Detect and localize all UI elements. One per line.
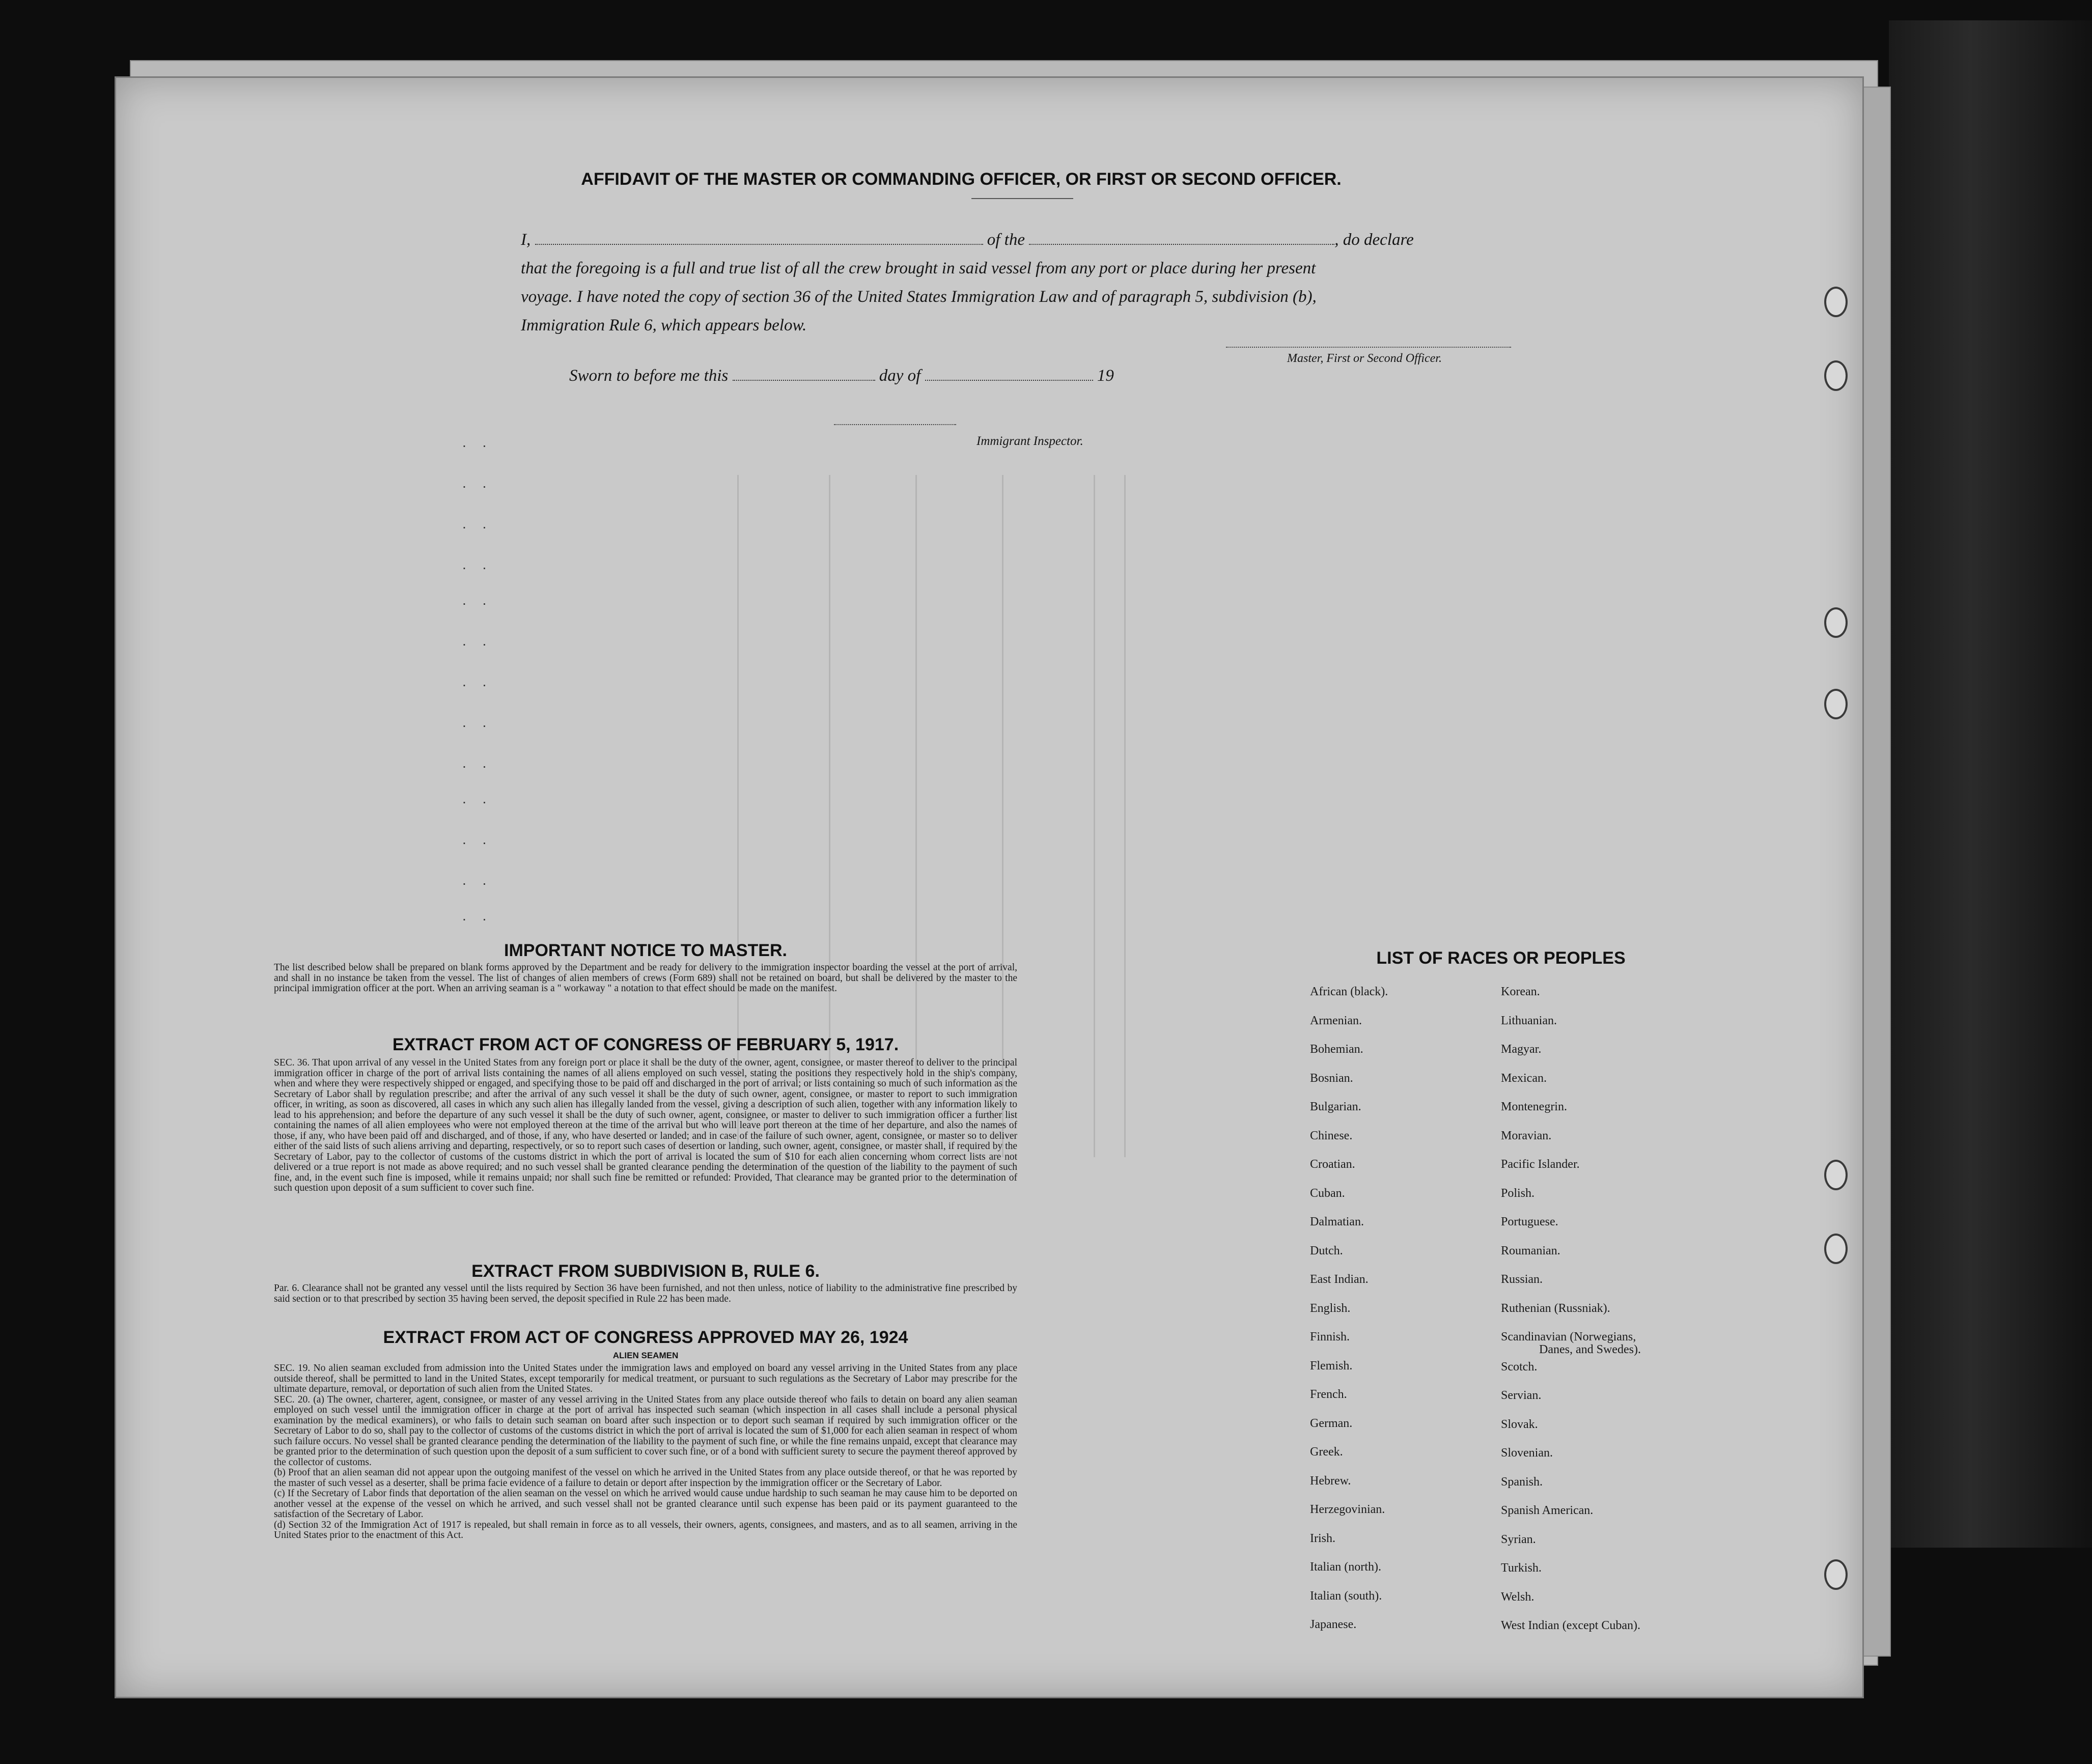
punch-hole [1824,360,1848,391]
race-item: Armenian. [1310,1014,1362,1027]
master-signature-label: Master, First or Second Officer. [1287,352,1442,365]
affidavit-line-4: Immigration Rule 6, which appears below. [521,316,807,334]
affidavit-line-3: voyage. I have noted the copy of section 36 of the United States Immigration Law and of paragraph 5, subdivision (b), [521,288,1317,306]
notice-body: The list described below shall be prepared on blank forms approved by the Department and be ready for delivery to the immigration inspector boarding the vessel at the port of arrival, and shall in no instance be taken from the vessel. The list of changes of alien members of crews (Form 689) shall not be retained on board, but shall be delivered by the master to the principal immigration officer at the port. When an arriving seaman is a " workaway " a notation to that effect should be made on the manifest. [274,962,1017,994]
race-item: Flemish. [1310,1359,1353,1373]
race-item: Polish. [1501,1186,1535,1200]
punch-hole [1824,1234,1848,1264]
race-item: Lithuanian. [1501,1014,1557,1027]
inspector-signature-label: Immigrant Inspector. [977,434,1083,448]
punch-hole [1824,1559,1848,1590]
sec-19: SEC. 19. No alien seaman excluded from admission into the United States under the immigration laws and employed on board any vessel arriving in the United States from any place outside thereof, shall be permitted to land in the United States, except temporarily for medical treatment, or pursuant to such regulations as the Secretary of Labor may prescribe for the ultimate departure, removal, or deportation of such alien from the United States. [274,1363,1017,1394]
dot-mark: . . [462,556,493,572]
race-item: African (black). [1310,985,1388,998]
sworn-day: day of [879,367,921,385]
race-item: Italian (north). [1310,1560,1381,1574]
affidavit-title: AFFIDAVIT OF THE MASTER OR COMMANDING OFFICER, OR FIRST OR SECOND OFFICER. [581,170,1342,189]
race-item: Bulgarian. [1310,1100,1361,1113]
race-item: Slovenian. [1501,1446,1553,1460]
race-item: Cuban. [1310,1186,1345,1200]
affidavit-of-the: of the [987,231,1025,249]
punch-hole [1824,287,1848,317]
race-item: Chinese. [1310,1129,1353,1142]
race-item: Spanish. [1501,1475,1543,1489]
sworn-year: 19 [1097,367,1114,385]
punch-hole [1824,689,1848,719]
dot-mark: . . [462,516,493,531]
race-item: Pacific Islander. [1501,1158,1580,1171]
dot-mark: . . [462,831,493,847]
race-item: Welsh. [1501,1590,1535,1604]
dot-mark: . . [462,908,493,923]
race-item: Russian. [1501,1273,1543,1286]
race-item: French. [1310,1388,1347,1401]
affidavit-line-2: that the foregoing is a full and true list of all the crew brought in said vessel from any port or place during her present [521,259,1316,277]
race-item: English. [1310,1301,1351,1315]
bleed-through-rule [1002,475,1003,1157]
affidavit-declare: , do declare [1334,231,1414,249]
race-item: Dalmatian. [1310,1215,1364,1228]
race-item: Scandinavian (Norwegians, [1501,1330,1636,1343]
race-item: Irish. [1310,1531,1335,1545]
punch-hole [1824,607,1848,638]
sworn-prefix: Sworn to before me this [569,367,729,385]
punch-hole [1824,1160,1848,1190]
affidavit-line-1 [521,226,1519,254]
race-item: Italian (south). [1310,1589,1382,1603]
race-item: Servian. [1501,1389,1542,1402]
race-item: West Indian (except Cuban). [1501,1619,1640,1632]
race-item: Montenegrin. [1501,1100,1567,1113]
race-item: Hebrew. [1310,1474,1351,1488]
race-item: Greek. [1310,1445,1343,1459]
race-item: Spanish American. [1501,1504,1594,1517]
race-item: German. [1310,1416,1353,1430]
manifest-page [115,76,1864,1698]
extract-1917-body: SEC. 36. That upon arrival of any vessel in the United States from any foreign port or place it shall be the duty of the owner, agent, consignee, or master thereof to deliver to the principal immigration officer in charge of the port of arrival lists containing the names of all aliens employed on such vessel, stating the positions they respectively hold in the ship's company, when and where they were respectively shipped or engaged, and specifying those to be paid off and discharged in the port of arrival; or lists containing so much of such information as the Secretary of Labor shall by regulation prescribe; and after the arrival of any such vessel it shall be the duty of such owner, agent, consignee, or master to report to such immigration officer, in writing, as soon as discovered, all cases in which any such alien has illegally landed from the vessel, giving a description of such alien, together with any information likely to lead to his apprehension; and before the departure of any such vessel it shall be the duty of such owner, agent, consignee, or master to deliver to such immigration officer a further list containing the names of all alien employees who were not employed thereon at the time of the arrival but who will leave port thereon at the time of her departure, and also the names of those, if any, who have been paid off and discharged, and of those, if any, who have deserted or landed; and in case of the failure of such owner, agent, consignee, or master so to deliver either of the said lists of such aliens arriving and departing, respectively, or so to report such cases of desertion or landing, such owner, agent, consignee, or master shall, if required by the Secretary of Labor, pay to the collector of customs of the customs district in which the port of arrival is located the sum of $10 for each alien concerning whom correct lists are not delivered or a true report is not made as above required; and no such vessel shall be granted clearance pending the determination of the question of the liability to the payment of such fine, and, in the event such fine is imposed, while it remains unpaid; nor shall such fine be remitted or refunded: Provided, That clearance may be granted prior to the determination of such question upon deposit of a sum sufficient to cover such fine. [274,1057,1017,1193]
race-item: Bosnian. [1310,1071,1353,1085]
race-item: Ruthenian (Russniak). [1501,1301,1610,1315]
bleed-through-rule [737,475,739,1157]
binding-edge [1889,20,2092,1548]
dot-mark: . . [462,475,493,491]
inspector-signature-line[interactable] [834,424,956,425]
race-item: Moravian. [1501,1129,1552,1142]
alien-seamen-subtitle: ALIEN SEAMEN [612,1351,679,1360]
races-title: LIST OF RACES OR PEOPLES [1376,948,1626,968]
race-item: Mexican. [1501,1071,1547,1085]
race-item: Turkish. [1501,1561,1542,1575]
race-item: Scotch. [1501,1360,1538,1374]
dot-mark: . . [462,714,493,730]
race-item: Finnish. [1310,1330,1350,1343]
extract-rule6-title: EXTRACT FROM SUBDIVISION B, RULE 6. [471,1262,820,1281]
title-divider [971,198,1073,199]
race-item: Magyar. [1501,1043,1542,1056]
race-item: Croatian. [1310,1158,1355,1171]
sec-20c: (c) If the Secretary of Labor finds that deportation of the alien seaman on the vessel on which he arrived would cause undue hardship to such seaman he may cause him to be deported on another vessel at the expense of the vessel on which he arrived, and such vessel shall not be granted clearance until such expense has been paid or its payment guaranteed to the satisfaction of the Secretary of Labor. [274,1488,1017,1520]
dot-mark: . . [462,434,493,450]
dot-mark: . . [462,633,493,649]
race-item: Herzegovinian. [1310,1503,1385,1516]
race-item: Roumanian. [1501,1244,1560,1257]
sec-20d: (d) Section 32 of the Immigration Act of 1917 is repealed, but shall remain in force as to all vessels, their owners, agents, consignees, and masters, and as to all seamen, arriving in the United States prior to the enactment of this Act. [274,1519,1017,1541]
dot-mark: . . [462,791,493,806]
extract-1917-title: EXTRACT FROM ACT OF CONGRESS OF FEBRUARY 5, 1917. [392,1035,899,1054]
race-item: Korean. [1501,985,1540,998]
dot-mark: . . [462,592,493,608]
master-signature-line[interactable] [1226,347,1511,348]
bleed-through-rule [1124,475,1126,1157]
sec-20b: (b) Proof that an alien seaman did not appear upon the outgoing manifest of the vessel on which he arrived in the United States from any place outside thereof, or that he was reported by the master of such vessel as a deserter, shall be prima facie evidence of a failure to detain or deport after inspection by the immigration officer or the Secretary of Labor. [274,1467,1017,1489]
sworn-date-blank[interactable] [733,366,875,381]
bleed-through-rule [829,475,830,1157]
race-item: Japanese. [1310,1618,1357,1631]
vessel-blank[interactable] [1029,230,1334,245]
race-item: Portuguese. [1501,1215,1558,1228]
bleed-through-rule [1094,475,1095,1157]
notice-title: IMPORTANT NOTICE TO MASTER. [504,941,787,960]
race-item: East Indian. [1310,1273,1369,1286]
extract-1924-body [274,1363,1017,1541]
race-item: Bohemian. [1310,1043,1363,1056]
extract-1924-title: EXTRACT FROM ACT OF CONGRESS APPROVED MAY 26, 1924 [383,1328,908,1347]
sworn-line [569,366,1114,385]
race-item-continuation: Danes, and Swedes). [1539,1343,1641,1356]
race-item: Syrian. [1501,1532,1536,1546]
bleed-through-rule [915,475,917,1157]
dot-mark: . . [462,674,493,689]
race-item: Slovak. [1501,1417,1538,1431]
name-blank[interactable] [535,230,983,245]
dot-mark: . . [462,872,493,888]
extract-rule6-body: Par. 6. Clearance shall not be granted any vessel until the lists required by Section 36 have been furnished, and not then unless, notice of liability to the administrative fine prescribed by said section or to that prescribed by section 35 having been served, the deposit specified in Rule 22 has been made. [274,1283,1017,1304]
sworn-month-blank[interactable] [925,366,1093,381]
sec-20a: SEC. 20. (a) The owner, charterer, agent, consignee, or master of any vessel arriving in the United States from any place outside thereof who fails to detain on board any alien seaman employed on such vessel until the immigration officer in charge at the port of arrival has inspected such seaman (which inspection in all cases shall include a personal physical examination by the medical examiners), or who fails to detain such seaman on board after such inspection or to deport such seaman if required by such immigration officer or the Secretary of Labor to do so, shall pay to the collector of customs of the customs district in which the port of arrival is located the sum of $1,000 for each alien seaman in respect of whom such failure occurs. No vessel shall be granted clearance pending the determination of the liability to the payment of such fine, or while the fine remains unpaid, except that clearance may be granted prior to the determination of such question upon the deposit of a sum sufficient to cover such fine, or of a bond with sufficient surety to secure the payment thereof approved by the collector of customs. [274,1394,1017,1468]
race-item: Dutch. [1310,1244,1343,1257]
affidavit-i: I, [521,231,531,249]
dot-mark: . . [462,755,493,771]
